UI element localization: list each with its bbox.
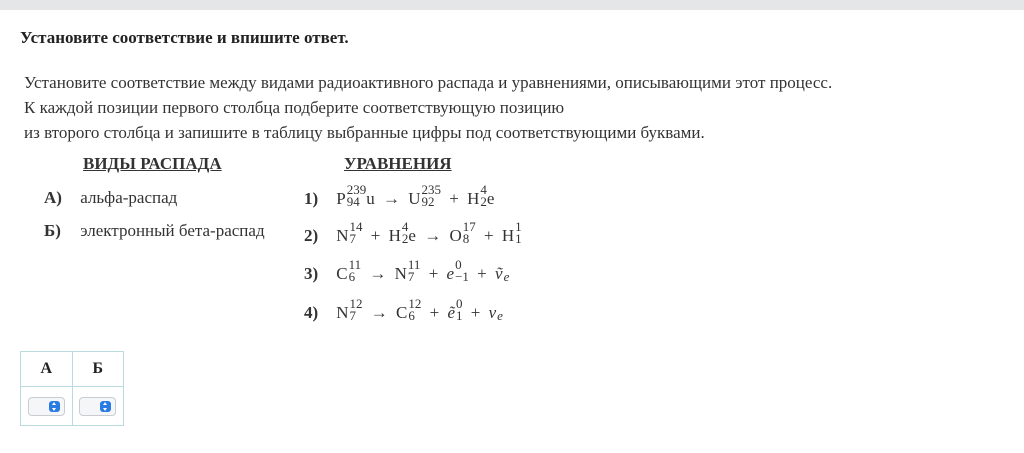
arrow: → — [369, 264, 387, 283]
arrow: → — [424, 226, 442, 245]
nuclide: H 4 2 e — [388, 219, 416, 247]
answer-header-row — [21, 352, 124, 387]
chevron-up-down-icon — [100, 401, 111, 412]
instruction-line: К каждой позиции первого столбца подберите соответствующую позицию — [24, 98, 565, 117]
right-column-header: УРАВНЕНИЯ — [344, 154, 452, 173]
nuclide: H 1 1 — [501, 219, 522, 247]
answer-cell-a — [21, 387, 73, 426]
answer-header-b: Б — [72, 352, 124, 387]
item-label: А) — [44, 188, 62, 207]
equation-label: 1) — [304, 189, 319, 208]
nuclide: C 12 6 — [396, 296, 422, 324]
answer-select-a[interactable] — [28, 397, 65, 416]
task-instructions — [24, 70, 1004, 145]
plus: + — [470, 303, 481, 322]
particle: e 0 −1 — [446, 257, 469, 285]
nuclide: N 12 7 — [336, 296, 363, 324]
arrow: → — [370, 303, 388, 322]
nuclide: C 11 6 — [336, 257, 362, 285]
plus: + — [449, 189, 459, 208]
top-bar — [0, 0, 1024, 10]
item-label: Б) — [44, 221, 61, 240]
particle: ṽ e — [495, 264, 510, 285]
nuclide: N 14 7 — [336, 219, 363, 247]
answer-select-b[interactable] — [79, 397, 116, 416]
nuclide: H 4 2 e — [467, 182, 495, 210]
nuclide: N 11 7 — [394, 257, 421, 285]
plus: + — [477, 264, 487, 283]
plus: + — [428, 264, 439, 283]
left-column-header: ВИДЫ РАСПАДА — [83, 154, 222, 173]
equation-4 — [304, 296, 503, 324]
answer-select-row — [21, 387, 124, 426]
nuclide: P 239 94 u — [336, 182, 375, 210]
answer-cell-b — [72, 387, 124, 426]
equation-label: 4) — [304, 303, 319, 322]
chevron-up-down-icon — [49, 401, 60, 412]
particle: ẽ 0 1 — [447, 296, 463, 324]
instruction-line: из второго столбца и запишите в таблицу выбранные цифры под соответствующими буквами. — [24, 123, 705, 142]
plus: + — [370, 226, 381, 245]
item-text: альфа-распад — [80, 188, 178, 207]
instruction-line: Установите соответствие между видами радиоактивного распада и уравнениями, описывающими этот процесс. — [24, 73, 833, 92]
task-title: Установите соответствие и впишите ответ. — [20, 28, 349, 47]
plus: + — [429, 303, 440, 322]
equation-label: 2) — [304, 226, 319, 245]
equation-3 — [304, 257, 510, 285]
arrow: → — [382, 189, 400, 208]
nuclide: U 235 92 — [408, 182, 441, 210]
answer-table — [20, 351, 124, 426]
equation-1 — [304, 182, 495, 210]
equation-2 — [304, 219, 522, 247]
nuclide: O 17 8 — [449, 219, 476, 247]
equation-label: 3) — [304, 264, 319, 283]
item-text: электронный бета-распад — [80, 221, 265, 240]
decay-type-b — [44, 221, 265, 241]
answer-header-a: А — [21, 352, 73, 387]
decay-type-a — [44, 188, 177, 208]
particle: v e — [488, 303, 503, 324]
plus: + — [483, 226, 494, 245]
